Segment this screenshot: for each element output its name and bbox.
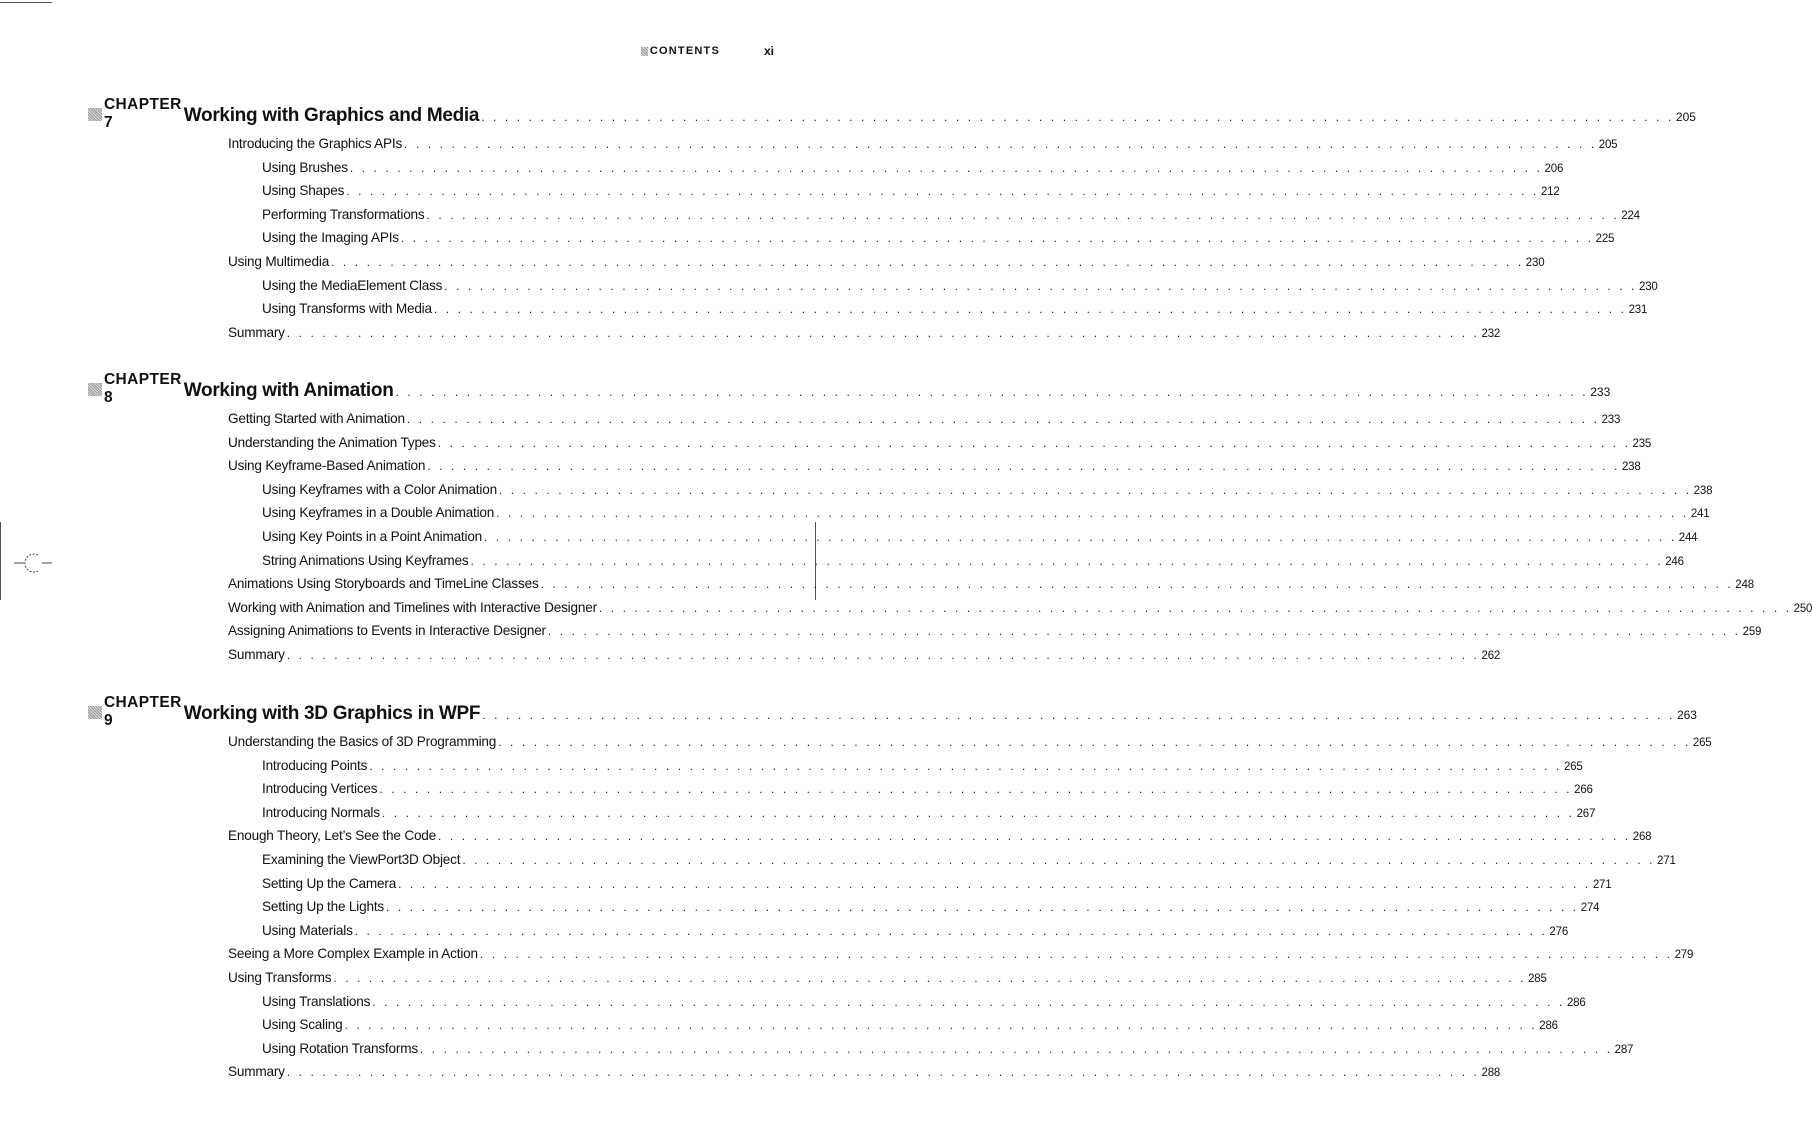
entry-page: 224 (1621, 209, 1640, 222)
entry-title: Understanding the Animation Types (228, 434, 436, 450)
toc-entry[interactable] (228, 828, 1652, 852)
entry-list (228, 136, 1658, 348)
toc-entry[interactable] (228, 552, 1684, 577)
entry-page: 241 (1690, 508, 1710, 521)
dot-leader (401, 231, 1594, 245)
dot-leader (407, 412, 1600, 426)
entry-title: Performing Transformations (262, 206, 425, 222)
entry-page: 271 (1657, 854, 1676, 867)
entry-page: 279 (1674, 949, 1694, 962)
entry-title: Using Brushes (262, 159, 348, 175)
toc-entry[interactable] (228, 481, 1713, 506)
chapter-label (88, 96, 184, 132)
dot-leader (444, 279, 1637, 293)
entry-page: 225 (1595, 233, 1615, 246)
dot-leader (369, 759, 1562, 773)
entry-title: Summary (228, 646, 285, 662)
dot-leader (541, 577, 1734, 591)
dot-leader (287, 326, 1480, 340)
chapter-title-row (184, 380, 1611, 402)
toc-entry[interactable] (228, 781, 1593, 805)
entry-title: Seeing a More Complex Example in Action (228, 946, 478, 962)
dot-leader (287, 648, 1480, 662)
running-head-label: CONTENTS (649, 45, 720, 57)
crop-mark-top (0, 2, 52, 3)
dot-leader (398, 877, 1591, 891)
entry-title: Using the Imaging APIs (262, 230, 399, 246)
grey-square-icon (88, 108, 102, 121)
entry-title: Understanding the Basics of 3D Programming (228, 734, 497, 749)
grey-square-icon (641, 47, 648, 56)
entry-page: 230 (1639, 280, 1658, 293)
dot-leader (482, 708, 1675, 722)
chapter-label (88, 371, 184, 407)
dot-leader (396, 385, 1589, 399)
entry-title: Animations Using Storyboards and TimeLine Classes (228, 576, 539, 592)
dot-leader (331, 255, 1524, 269)
entry-title: Working with Animation and Timelines with Interactive Designer (228, 599, 597, 615)
dot-leader (350, 161, 1543, 175)
dot-leader (438, 436, 1631, 450)
dot-leader (481, 110, 1674, 124)
dot-leader (599, 601, 1792, 615)
chapter-heading[interactable] (88, 371, 1611, 406)
entry-title: Enough Theory, Let’s See the Code (228, 828, 437, 844)
dot-leader (420, 1042, 1613, 1056)
entry-title: Using Shapes (262, 183, 345, 199)
entry-page: 248 (1735, 579, 1754, 592)
dot-leader (386, 900, 1579, 914)
entry-title: Setting Up the Camera (262, 875, 397, 891)
toc-entry[interactable] (228, 599, 1812, 624)
entry-title: Using Keyframe-Based Animation (228, 458, 426, 474)
entry-title: Summary (228, 324, 285, 340)
entry-page: 205 (1598, 139, 1618, 151)
entry-title: Assigning Animations to Events in Interactive Designer (228, 623, 546, 639)
toc-entry[interactable] (228, 528, 1698, 553)
entry-page: 265 (1563, 760, 1583, 773)
toc-entry[interactable] (228, 458, 1641, 482)
entry-page: 268 (1632, 831, 1652, 844)
dot-leader (427, 208, 1620, 222)
entry-page: 271 (1592, 878, 1612, 891)
entry-title: Using Materials (262, 922, 353, 938)
entry-page: 262 (1481, 649, 1501, 662)
toc-entry[interactable] (228, 804, 1596, 829)
entry-page: 286 (1566, 996, 1586, 1009)
chapter-page: 205 (1675, 109, 1696, 124)
entry-page: 232 (1481, 327, 1501, 340)
entry-page: 276 (1549, 925, 1569, 938)
chapter-section (88, 96, 1696, 348)
chapter-label (88, 694, 184, 730)
toc-entry[interactable] (228, 734, 1712, 758)
entry-page: 287 (1614, 1043, 1634, 1056)
entry-page: 233 (1601, 414, 1621, 426)
toc-entry[interactable] (228, 324, 1501, 349)
entry-title: Using Transforms with Media (262, 301, 432, 317)
dot-leader (287, 1065, 1480, 1079)
toc-entry[interactable] (228, 411, 1621, 435)
entry-title: String Animations Using Keyframes (262, 552, 469, 568)
dot-leader (496, 506, 1689, 520)
toc-entry[interactable] (228, 206, 1640, 231)
entry-title: Getting Started with Animation (228, 411, 405, 426)
entry-title: Introducing Points (262, 757, 368, 773)
entry-page: 267 (1576, 807, 1596, 820)
dot-leader (548, 624, 1741, 638)
entry-title: Using Scaling (262, 1017, 343, 1033)
toc-entry[interactable] (228, 230, 1615, 254)
entry-title: Introducing Vertices (262, 781, 378, 797)
entry-page: 206 (1544, 162, 1564, 175)
grey-square-icon (88, 706, 102, 719)
dot-leader (462, 853, 1655, 867)
entry-title: Using Key Points in a Point Animation (262, 528, 483, 544)
entry-title: Using the MediaElement Class (262, 277, 443, 293)
entry-page: 231 (1628, 304, 1648, 317)
entry-page: 235 (1632, 437, 1652, 450)
entry-page: 274 (1580, 902, 1600, 915)
entry-page: 288 (1481, 1067, 1501, 1080)
entry-page: 246 (1665, 555, 1684, 568)
chapter-page: 233 (1590, 384, 1611, 399)
toc-entry[interactable] (228, 183, 1560, 207)
dot-leader (427, 459, 1620, 473)
toc-entry[interactable] (228, 576, 1754, 600)
entry-list (228, 411, 1812, 671)
dot-leader (484, 530, 1677, 544)
dot-leader (404, 137, 1597, 151)
entry-page: 266 (1574, 784, 1593, 797)
toc-entry[interactable] (228, 301, 1648, 325)
dot-leader (499, 483, 1692, 497)
entry-page: 250 (1793, 602, 1812, 615)
chapter-number: CHAPTER 8 (103, 371, 182, 406)
toc-entry[interactable] (228, 646, 1501, 671)
dot-leader (372, 995, 1565, 1009)
chapter-number: CHAPTER 7 (103, 96, 182, 131)
entry-title: Summary (228, 1064, 285, 1080)
entry-title: Using Multimedia (228, 253, 330, 269)
entry-page: 238 (1693, 484, 1713, 497)
toc-entry[interactable] (228, 623, 1762, 647)
running-head (641, 44, 774, 58)
toc-entry[interactable] (228, 159, 1564, 184)
chapter-heading[interactable] (88, 694, 1697, 729)
chapter-heading[interactable] (88, 96, 1696, 131)
entry-page: 265 (1692, 737, 1712, 749)
page-number: xi (763, 44, 774, 58)
toc-entry[interactable] (228, 505, 1710, 529)
chapter-title-row (184, 105, 1696, 127)
entry-title: Using Keyframes in a Double Animation (262, 505, 495, 521)
chapter-title: Working with Animation (183, 379, 394, 401)
crop-mark-left (0, 522, 1, 600)
entry-list (228, 734, 1712, 1088)
entry-page: 285 (1528, 972, 1547, 985)
entry-page: 259 (1742, 626, 1762, 639)
entry-title: Introducing Normals (262, 804, 380, 820)
toc-entry[interactable] (228, 434, 1652, 459)
dot-leader (346, 184, 1539, 198)
dot-leader (480, 947, 1673, 961)
dot-leader (355, 924, 1548, 938)
toc-entry[interactable] (228, 875, 1612, 900)
entry-page: 238 (1621, 461, 1641, 474)
chapter-title: Working with Graphics and Media (183, 104, 480, 126)
entry-page: 230 (1525, 256, 1545, 269)
entry-page: 286 (1539, 1020, 1558, 1033)
chapter-page: 263 (1676, 707, 1697, 722)
dot-leader (345, 1018, 1538, 1032)
toc-entry[interactable] (228, 1040, 1634, 1065)
toc-entry[interactable] (228, 993, 1586, 1018)
entry-title: Setting Up the Lights (262, 899, 385, 915)
toc-entry[interactable] (228, 1017, 1558, 1041)
entry-page: 212 (1540, 186, 1560, 199)
entry-title: Using Transforms (228, 969, 332, 985)
dot-leader (382, 806, 1575, 820)
toc-entry[interactable] (228, 899, 1600, 923)
chapter-section (88, 694, 1712, 1088)
toc-entry[interactable] (228, 946, 1694, 970)
dot-leader (438, 829, 1631, 843)
dot-leader (333, 971, 1526, 985)
toc-entry[interactable] (228, 253, 1545, 278)
toc-entry[interactable] (228, 851, 1676, 876)
chapter-number: CHAPTER 9 (103, 694, 182, 729)
toc-entry[interactable] (228, 136, 1618, 160)
dot-leader (470, 554, 1663, 568)
chapter-title: Working with 3D Graphics in WPF (183, 702, 481, 724)
entry-title: Using Translations (262, 993, 371, 1009)
dot-leader (379, 782, 1572, 796)
grey-square-icon (88, 383, 102, 396)
dot-leader (434, 302, 1627, 316)
entry-page: 244 (1678, 531, 1698, 544)
toc-entry[interactable] (228, 1064, 1501, 1088)
dot-leader (498, 735, 1691, 749)
chapter-section (88, 371, 1812, 671)
entry-title: Introducing the Graphics APIs (228, 136, 403, 151)
toc-entry[interactable] (228, 757, 1583, 782)
chapter-title-row (184, 703, 1697, 725)
toc-entry[interactable] (228, 922, 1569, 947)
registration-mark-icon (14, 548, 52, 578)
entry-title: Using Rotation Transforms (262, 1040, 418, 1056)
entry-title: Using Keyframes with a Color Animation (262, 481, 497, 497)
toc-entry[interactable] (228, 277, 1658, 302)
toc-entry[interactable] (228, 969, 1547, 994)
entry-title: Examining the ViewPort3D Object (262, 851, 461, 867)
